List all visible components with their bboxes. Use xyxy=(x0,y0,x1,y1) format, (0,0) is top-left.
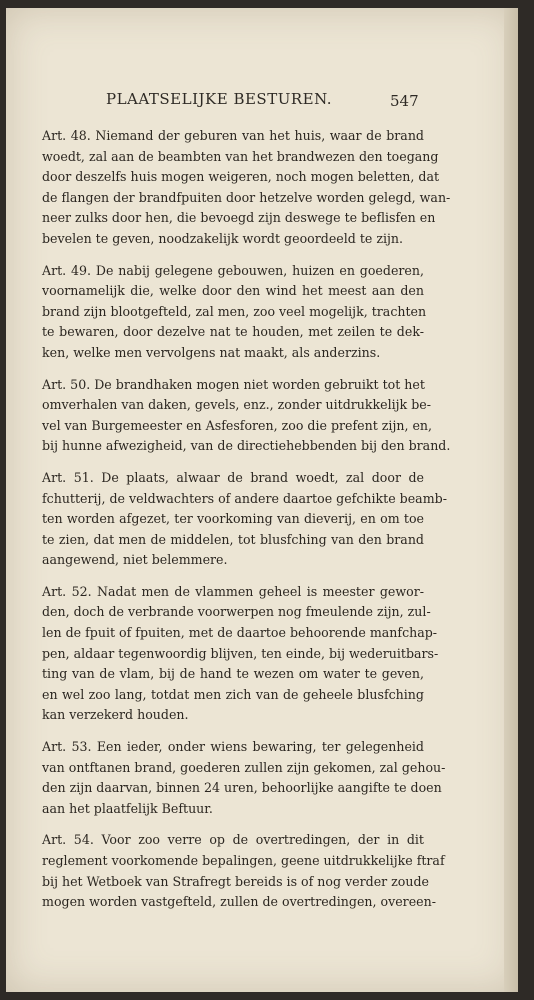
page-number: 547 xyxy=(390,92,419,110)
text-line: Art. 51. De plaats, alwaar de brand woedt, zal door de xyxy=(42,469,424,485)
article-paragraph xyxy=(42,830,445,912)
text-line: mogen worden vastgefteld, zullen de overtredingen, overeen- xyxy=(42,894,436,910)
article-paragraph xyxy=(42,582,439,726)
text-line: woedt, zal aan de beambten van het brandwezen den toegang xyxy=(42,148,439,164)
text-line: Art. 48. Niemand der geburen van het huis, waar de brand xyxy=(42,128,424,143)
text-line: neer zulks door hen, die bevoegd zijn deswege te beflisfen en xyxy=(42,210,436,226)
article-paragraph xyxy=(42,468,447,571)
text-line: kan verzekerd houden. xyxy=(42,707,189,723)
text-line: Art. 49. De nabij gelegene gebouwen, huizen en goederen, xyxy=(42,262,424,278)
body-text xyxy=(42,126,451,924)
running-head: PLAATSELIJKE BESTUREN. xyxy=(106,90,333,108)
text-line: te zien, dat men de middelen, tot blusfching van den brand xyxy=(42,531,424,547)
text-line: bij het Wetboek van Strafregt bereids is of nog verder zoude xyxy=(42,873,430,889)
text-line: fchutterij, de veldwachters of andere daartoe gefchikte beamb- xyxy=(42,490,447,506)
article-paragraph xyxy=(42,261,427,364)
text-line: pen, aldaar tegenwoordig blijven, ten einde, bij wederuitbars- xyxy=(42,645,439,661)
text-line: en wel zoo lang, totdat men zich van de geheele blusfching xyxy=(42,686,424,702)
text-line: van ontftanen brand, goederen zullen zijn gekomen, zal gehou- xyxy=(42,759,446,775)
text-line: door deszelfs huis mogen weigeren, noch mogen beletten, dat xyxy=(42,169,440,185)
text-line: omverhalen van daken, gevels, enz., zonder uitdrukkelijk be- xyxy=(42,397,431,413)
article-paragraph xyxy=(42,375,451,457)
text-line: vel van Burgemeester en Asfesforen, zoo die prefent zijn, en, xyxy=(42,417,433,433)
text-line: den zijn daarvan, binnen 24 uren, behoorlijke aangifte te doen xyxy=(42,780,442,796)
page-edge xyxy=(504,8,518,992)
article-paragraph xyxy=(42,737,446,819)
text-line: ken, welke men vervolgens nat maakt, als anderzins. xyxy=(42,344,381,360)
text-line: Art. 53. Een ieder, onder wiens bewaring, ter gelegenheid xyxy=(42,739,424,755)
text-line: reglement voorkomende bepalingen, geene uitdrukkelijke ftraf xyxy=(42,853,445,868)
book-page xyxy=(6,8,518,992)
text-line: voornamelijk die, welke door den wind het meest aan den xyxy=(42,283,424,299)
text-line: bevelen te geven, noodzakelijk wordt geoordeeld te zijn. xyxy=(42,230,404,246)
text-line: len de fpuit of fpuiten, met de daartoe behoorende manfchap- xyxy=(42,625,438,641)
text-line: Art. 52. Nadat men de vlammen geheel is meester gewor- xyxy=(42,583,424,599)
text-line: ten worden afgezet, ter voorkoming van dieverij, en om toe xyxy=(42,511,424,527)
text-line: brand zijn blootgefteld, zal men, zoo veel mogelijk, trachten xyxy=(42,303,427,319)
text-line: Art. 54. Voor zoo verre op de overtredingen, der in dit xyxy=(42,832,424,848)
text-line: aan het plaatfelijk Beftuur. xyxy=(42,800,213,816)
text-line: Art. 50. De brandhaken mogen niet worden gebruikt tot het xyxy=(42,376,425,392)
text-line: bij hunne afwezigheid, van de directiehebbenden bij den brand. xyxy=(42,438,451,454)
article-paragraph xyxy=(42,126,451,250)
text-line: de flangen der brandfpuiten door hetzelve worden gelegd, wan- xyxy=(42,189,451,205)
text-line: te bewaren, door dezelve nat te houden, met zeilen te dek- xyxy=(42,324,424,340)
text-line: ting van de vlam, bij de hand te wezen om water te geven, xyxy=(42,666,424,682)
text-line: aangewend, niet belemmere. xyxy=(42,552,228,568)
text-line: den, doch de verbrande voorwerpen nog fmeulende zijn, zul- xyxy=(42,604,431,620)
